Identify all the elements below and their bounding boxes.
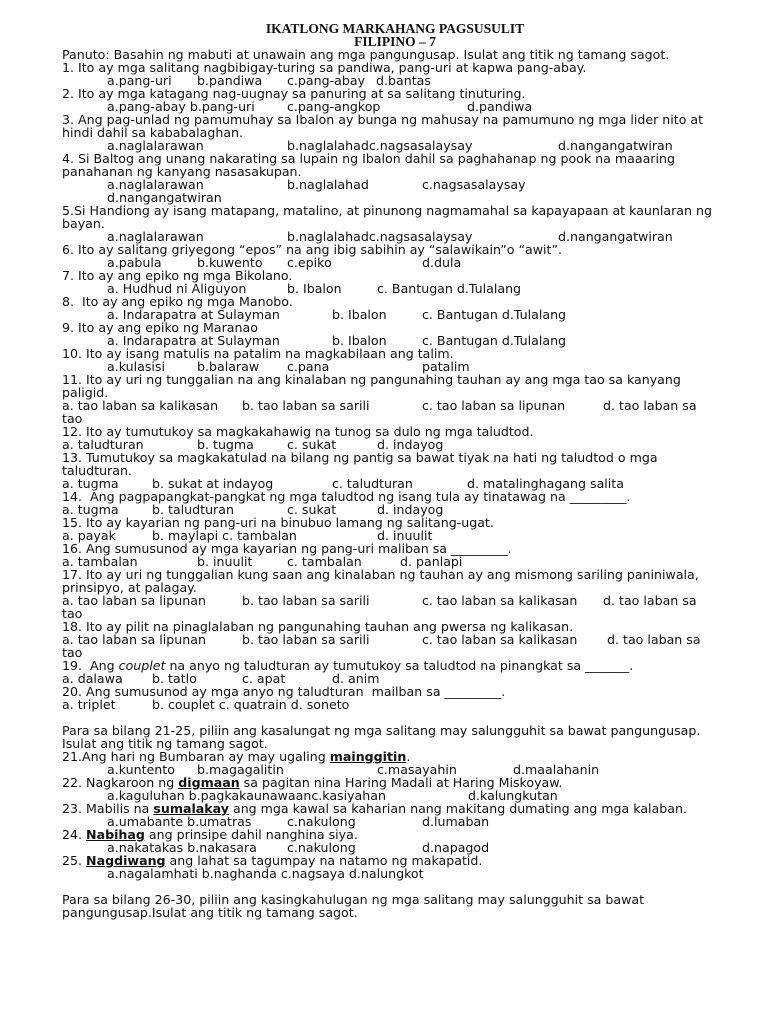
question-24-post: ang prinsipe dahil nanghina siya. xyxy=(144,827,358,842)
option-d: d. panlapi xyxy=(400,554,463,569)
option-b: b. tugma xyxy=(197,437,254,452)
option-b: b.pandiwa xyxy=(197,73,263,88)
part3-instructions: Para sa bilang 26-30, piliin ang kasingkahulugan ng mga salitang may salungguhit sa bawat pangungusap.Isulat ang titik ng tamang sagot. xyxy=(62,892,645,920)
option-abc: a.kaguluhan b.pagkakaunawaanc.kasiyahan xyxy=(107,788,386,803)
option-d: d.nangangatwiran xyxy=(558,138,673,153)
question-8: 8. Ito ay ang epiko ng mga Manobo. xyxy=(62,294,293,309)
option-b: b. taludturan xyxy=(152,502,234,517)
question-1: 1. Ito ay mga salitang nagbibigay-turing sa pandiwa, pang-uri at kapwa pang-abay. xyxy=(62,60,587,75)
option-c: c.masayahin xyxy=(377,762,457,777)
underlined-word: Nagdiwang xyxy=(86,853,166,868)
question-23-post: ang mga kawal sa kaharian nang makitang dumating ang mga kalaban. xyxy=(228,801,687,816)
options-7 xyxy=(62,282,728,295)
option-d: d.napagod xyxy=(422,840,490,855)
options-13 xyxy=(62,477,728,490)
question-19-post: na anyo ng taludturan ay tumutukoy sa taludtod na pinangkat sa _______. xyxy=(165,658,634,673)
options-2 xyxy=(62,100,728,113)
options-17 xyxy=(62,594,728,607)
question-17: 17. Ito ay uri ng tunggalian kung saan ang kinalaban ng tauhan ay ang mismong sariling paniniwala, prinsipyo, at palagay. xyxy=(62,567,699,595)
option-c: c.epiko xyxy=(287,255,332,270)
option-a: a. payak xyxy=(62,528,116,543)
option-a: a.kuntento xyxy=(107,762,175,777)
options-3 xyxy=(62,139,728,152)
option-c: c.pang-abay xyxy=(287,73,366,88)
options-18 xyxy=(62,633,728,646)
options-6 xyxy=(62,256,728,269)
option-c: c. sukat xyxy=(287,502,337,517)
question-22-pre: 22. Nagkaroon ng xyxy=(62,775,179,790)
option-cd: c. Bantugan d.Tulalang xyxy=(422,333,567,348)
option-b: b. Ibalon xyxy=(332,307,387,322)
option-c: c. apat xyxy=(242,671,286,686)
question-19-pre: 19. Ang xyxy=(62,658,119,673)
question-23-pre: 23. Mabilis na xyxy=(62,801,154,816)
question-22-post: sa pagitan nina Haring Madali at Haring Miskoyaw. xyxy=(239,775,563,790)
option-abcd: a.nagalamhati b.naghanda c.nagsaya d.nalungkot xyxy=(107,866,424,881)
question-6: 6. Ito ay salitang griyegong “epos” na ang ibig sabihin ay “salawikain”o “awit”. xyxy=(62,242,563,257)
option-bc: b.naglalahadc.nagsasalaysay xyxy=(287,229,473,244)
question-3: 3. Ang pag-unlad ng pamumuhay sa Ibalon ay bunga ng mahusay na pamumuno ng mga lider nito at hindi dahil sa kababalaghan. xyxy=(62,112,704,140)
option-a: a. tambalan xyxy=(62,554,138,569)
option-d: d. indayog xyxy=(377,502,444,517)
option-d: d.lumaban xyxy=(422,814,490,829)
option-d: d.bantas xyxy=(376,73,431,88)
options-12 xyxy=(62,438,728,451)
option-ab: a.nakatakas b.nakasara xyxy=(107,840,257,855)
option-d-cont: tao xyxy=(62,645,83,660)
option-b: b. inuulit xyxy=(197,554,253,569)
option-b: b. tao laban sa sarili xyxy=(242,593,370,608)
options-4-cont xyxy=(62,191,728,204)
options-1 xyxy=(62,74,728,87)
question-15: 15. Ito ay kayarian ng pang-uri na binubuo lamang ng salitang-ugat. xyxy=(62,515,494,530)
option-a: a.naglalarawan xyxy=(107,177,204,192)
option-a: a. tao laban sa lipunan xyxy=(62,632,206,647)
options-16 xyxy=(62,555,728,568)
options-10 xyxy=(62,360,728,373)
option-a: a. triplet xyxy=(62,697,116,712)
option-d: patalim xyxy=(422,359,470,374)
option-b: b. tao laban sa sarili xyxy=(242,632,370,647)
question-5: 5.Si Handiong ay isang matapang, matalino, at pinunong nagmamahal sa kapayapaan at kaunlaran ng bayan. xyxy=(62,203,712,231)
option-c: c. taludturan xyxy=(332,476,413,491)
option-a: a.naglalarawan xyxy=(107,138,204,153)
question-18: 18. Ito ay pilit na pinaglalaban ng pangunahing tauhan ang pwersa ng kalikasan. xyxy=(62,619,574,634)
option-b: b. tatlo xyxy=(152,671,197,686)
question-25-pre: 25. xyxy=(62,853,87,868)
options-9 xyxy=(62,334,728,347)
option-c: c.nakulong xyxy=(287,840,356,855)
option-c: c. tao laban sa kalikasan xyxy=(422,632,578,647)
option-d: d. indayog xyxy=(377,437,444,452)
question-9: 9. Ito ay ang epiko ng Maranao xyxy=(62,320,258,335)
option-b: b. Ibalon xyxy=(332,333,387,348)
question-20: 20. Ang sumusunod ay mga anyo ng taludturan mailban sa _________. xyxy=(62,684,506,699)
option-b: b.kuwento xyxy=(197,255,263,270)
option-a: a. Hudhud ni Aliguyon xyxy=(107,281,247,296)
underlined-word: Nabihag xyxy=(86,827,145,842)
option-b: b.magagalitin xyxy=(197,762,284,777)
option-c: c. tambalan xyxy=(287,554,362,569)
option-a: a. tugma xyxy=(62,502,119,517)
options-25 xyxy=(62,867,728,880)
option-d: d.kalungkutan xyxy=(468,788,558,803)
question-4: 4. Si Baltog ang unang nakarating sa lupain ng Ibalon dahil sa paghahanap ng pook na maaaring panahanan ng kanyang nasasakupan. xyxy=(62,151,675,179)
question-16: 16. Ang sumusunod ay mga kayarian ng pang-uri maliban sa _________. xyxy=(62,541,512,556)
option-cd: c. Bantugan d.Tulalang xyxy=(377,281,522,296)
option-a: a. taludturan xyxy=(62,437,144,452)
option-c: c. tao laban sa kalikasan xyxy=(422,593,578,608)
option-d-cont: tao xyxy=(62,606,83,621)
options-11 xyxy=(62,399,728,412)
underlined-word: digmaan xyxy=(178,775,240,790)
question-25-post: ang lahat sa tagumpay na natamo ng makapatid. xyxy=(165,853,483,868)
option-d: d. tao laban sa xyxy=(607,632,701,647)
options-19 xyxy=(62,672,728,685)
option-a: a. Indarapatra at Sulayman xyxy=(107,333,280,348)
option-d: d.pandiwa xyxy=(467,99,533,114)
underlined-word: sumalakay xyxy=(153,801,229,816)
option-d: d.maalahanin xyxy=(513,762,600,777)
options-20 xyxy=(62,698,728,711)
option-a: a. dalawa xyxy=(62,671,123,686)
question-2: 2. Ito ay mga katagang nag-uugnay sa panuring at sa salitang tinuturing. xyxy=(62,86,526,101)
option-a: a.pang-uri xyxy=(107,73,172,88)
option-d-cont: tao xyxy=(62,411,83,426)
question-19-term: couplet xyxy=(118,658,166,673)
options-22 xyxy=(62,789,728,802)
question-10: 10. Ito ay isang matulis na patalim na magkabilaan ang talim. xyxy=(62,346,454,361)
question-21-post: . xyxy=(406,749,411,764)
options-23 xyxy=(62,815,728,828)
option-d: d.nangangatwiran xyxy=(558,229,673,244)
question-7: 7. Ito ay ang epiko ng mga Bikolano. xyxy=(62,268,293,283)
option-b: b. tao laban sa sarili xyxy=(242,398,370,413)
question-12: 12. Ito ay tumutukoy sa magkakahawig na tunog sa dulo ng mga taludtod. xyxy=(62,424,534,439)
option-ab: a.umabante b.umatras xyxy=(107,814,252,829)
option-a: a.naglalarawan xyxy=(107,229,204,244)
option-cd: c. Bantugan d.Tulalang xyxy=(422,307,567,322)
option-b: b.naglalahad xyxy=(287,177,369,192)
option-bc: b.naglalahadc.nagsasalaysay xyxy=(287,138,473,153)
option-d: d. tao laban sa xyxy=(603,593,697,608)
option-d: d. inuulit xyxy=(377,528,433,543)
option-b: b. Ibalon xyxy=(287,281,342,296)
question-14: 14. Ang pagpapangkat-pangkat ng mga taludtod ng isang tula ay tinatawag na _________. xyxy=(62,489,631,504)
option-b: b. sukat at indayog xyxy=(152,476,274,491)
question-11: 11. Ito ay uri ng tunggalian na ang kinalaban ng pangunahing tauhan ay ang mga tao sa kanyang paligid. xyxy=(62,372,681,400)
option-a: a. tao laban sa kalikasan xyxy=(62,398,219,413)
options-8 xyxy=(62,308,728,321)
question-13: 13. Tumutukoy sa magkakatulad na bilang ng pantig sa bawat tiyak na hati ng taludtod o mga taludturan. xyxy=(62,450,658,478)
option-ab: a.pang-abay b.pang-uri xyxy=(107,99,255,114)
options-14 xyxy=(62,503,728,516)
options-21 xyxy=(62,763,728,776)
option-a: a. Indarapatra at Sulayman xyxy=(107,307,280,322)
option-a: a.pabula xyxy=(107,255,162,270)
option-a: a. tao laban sa lipunan xyxy=(62,593,206,608)
option-c: c.pang-angkop xyxy=(287,99,381,114)
option-d: d.nangangatwiran xyxy=(107,190,222,205)
option-d: d. matalinghagang salita xyxy=(467,476,624,491)
options-24 xyxy=(62,841,728,854)
exam-subtitle: FILIPINO – 7 xyxy=(354,34,436,49)
option-d: d. anim xyxy=(332,671,380,686)
option-bcd: b. couplet c. quatrain d. soneto xyxy=(152,697,350,712)
option-a: a.kulasisi xyxy=(107,359,165,374)
underlined-word: mainggitin xyxy=(329,749,407,764)
question-24-pre: 24. xyxy=(62,827,87,842)
option-d: d.dula xyxy=(422,255,462,270)
options-15 xyxy=(62,529,728,542)
option-a: a. tugma xyxy=(62,476,119,491)
options-5 xyxy=(62,230,728,243)
part2-instructions: Para sa bilang 21-25, piliin ang kasalungat ng mga salitang may salungguhit sa bawat pangungusap. Isulat ang titik ng tamang sagot. xyxy=(62,723,701,751)
option-c: c.nakulong xyxy=(287,814,356,829)
question-21-pre: 21.Ang hari ng Bumbaran ay may ugaling xyxy=(62,749,330,764)
option-d: d. tao laban sa xyxy=(603,398,697,413)
option-bc: b. maylapi c. tambalan xyxy=(152,528,297,543)
option-c: c.nagsasalaysay xyxy=(422,177,526,192)
option-c: c. tao laban sa lipunan xyxy=(422,398,566,413)
option-b: b.balaraw xyxy=(197,359,260,374)
option-c: c. sukat xyxy=(287,437,337,452)
exam-title: IKATLONG MARKAHANG PAGSUSULIT xyxy=(265,21,525,36)
instructions: Panuto: Basahin ng mabuti at unawain ang mga pangungusap. Isulat ang titik ng tamang sagot. xyxy=(62,47,670,62)
option-c: c.pana xyxy=(287,359,330,374)
